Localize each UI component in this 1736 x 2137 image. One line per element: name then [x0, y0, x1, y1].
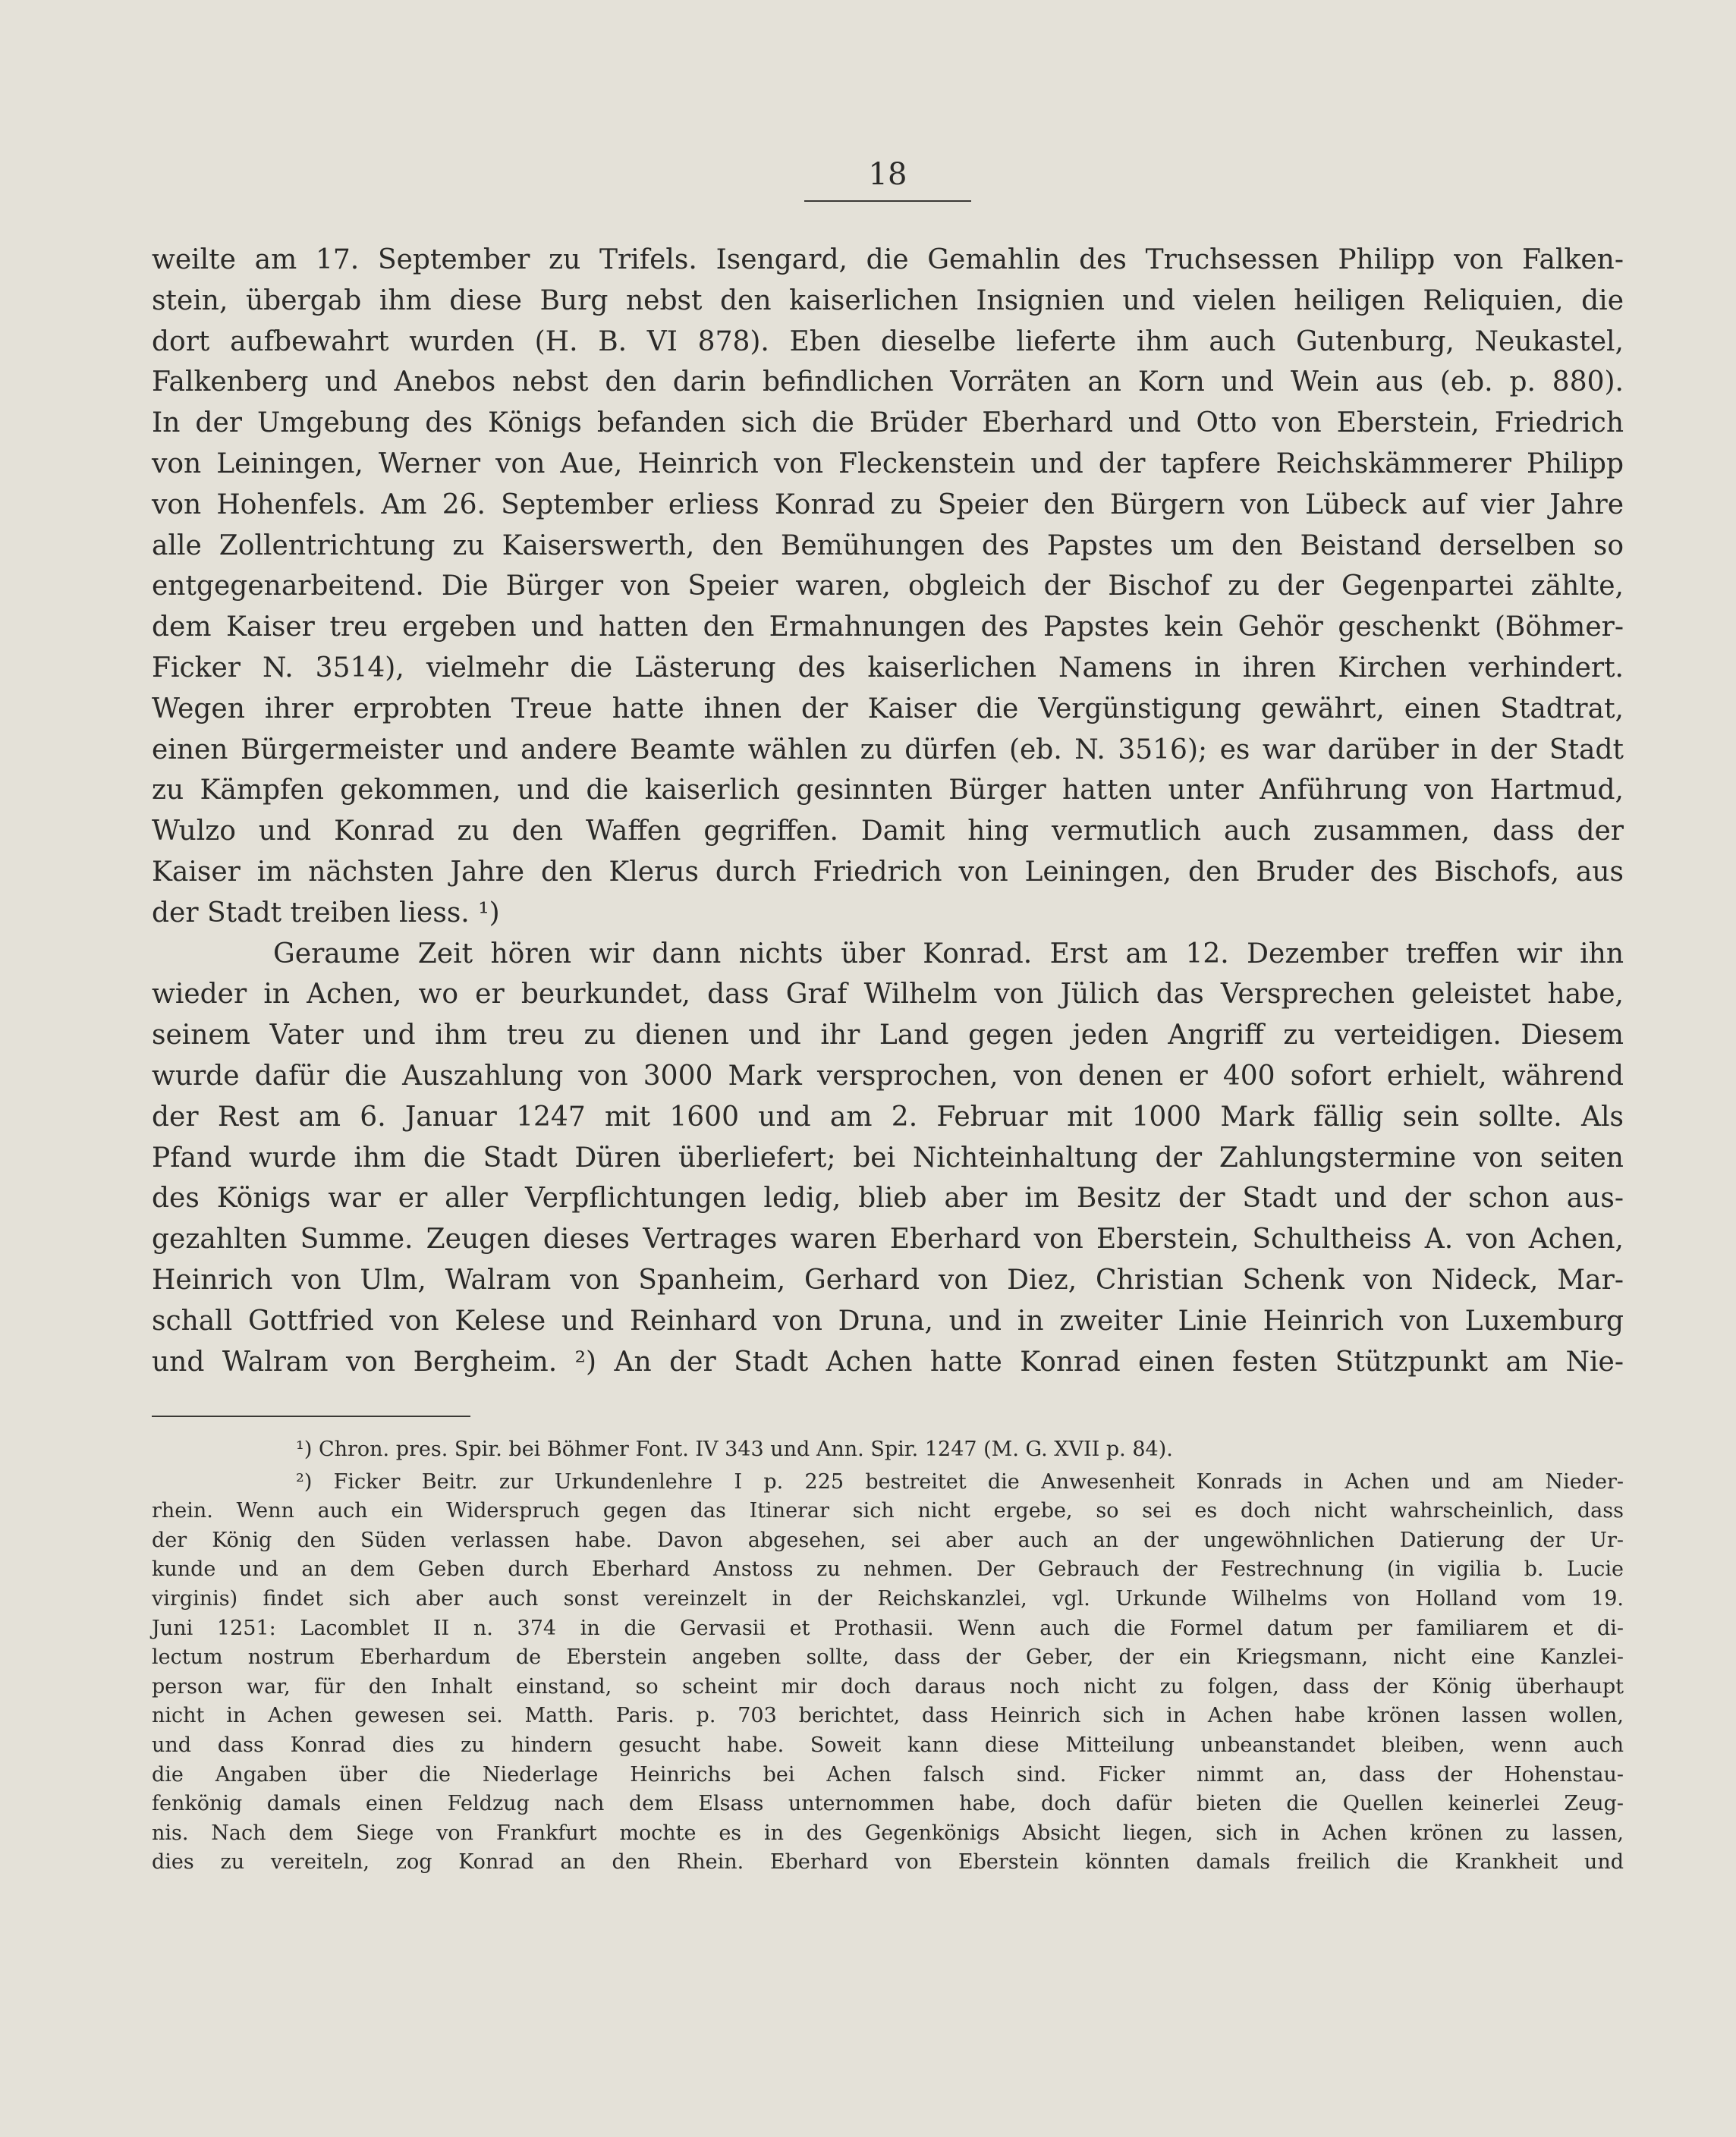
body-line: weilte am 17. September zu Trifels. Isengard, die Gemahlin des Truchsessen Philipp von Falken-	[152, 244, 1624, 275]
body-line: einen Bürgermeister und andere Beamte wählen zu dürfen (eb. N. 3516); es war darüber in der Stadt	[152, 734, 1624, 765]
page-number-rule	[804, 200, 971, 202]
footnote-line: nicht in Achen gewesen sei. Matth. Paris. p. 703 berichtet, dass Heinrich sich in Achen habe krönen lassen wollen,	[152, 1704, 1624, 1728]
body-line: dort aufbewahrt wurden (H. B. VI 878). Eben dieselbe lieferte ihm auch Gutenburg, Neukastel,	[152, 325, 1624, 357]
footnote-line: virginis) findet sich aber auch sonst vereinzelt in der Reichskanzlei, vgl. Urkunde Wilhelms von Holland vom 19.	[152, 1586, 1624, 1611]
body-text	[152, 240, 1624, 1382]
footnote-line: der König den Süden verlassen habe. Davon abgesehen, sei aber auch an der ungewöhnlichen Datierung der Ur-	[152, 1528, 1624, 1552]
body-line: zu Kämpfen gekommen, und die kaiserlich gesinnten Bürger hatten unter Anführung von Hartmud,	[152, 775, 1624, 806]
body-line: Wulzo und Konrad zu den Waffen gegriffen. Damit hing vermutlich auch zusammen, dass der	[152, 816, 1624, 847]
body-line: und Walram von Bergheim. ²) An der Stadt Achen hatte Konrad einen festen Stützpunkt am Nie-	[152, 1346, 1624, 1378]
footnote-line: die Angaben über die Niederlage Heinrichs bei Achen falsch sind. Ficker nimmt an, dass der Hohenstau-	[152, 1762, 1624, 1787]
body-line: der Stadt treiben liess. ¹)	[152, 897, 500, 929]
body-line: des Königs war er aller Verpflichtungen ledig, blieb aber im Besitz der Stadt und der schon aus-	[152, 1183, 1624, 1215]
footnote-1	[152, 1435, 1624, 1465]
footnotes	[152, 1435, 1624, 1881]
body-line: stein, übergab ihm diese Burg nebst den kaiserlichen Insignien und vielen heiligen Reliquien, die	[152, 284, 1624, 316]
footnote-2	[152, 1468, 1624, 1878]
body-line: Pfand wurde ihm die Stadt Düren überliefert; bei Nichteinhaltung der Zahlungstermine von seiten	[152, 1142, 1624, 1174]
body-line: Kaiser im nächsten Jahre den Klerus durch Friedrich von Leiningen, den Bruder des Bischofs, aus	[152, 856, 1624, 888]
body-line: dem Kaiser treu ergeben und hatten den Ermahnungen des Papstes kein Gehör geschenkt (Böhmer-	[152, 611, 1624, 643]
body-line: schall Gottfried von Kelese und Reinhard von Druna, und in zweiter Linie Heinrich von Luxemburg	[152, 1305, 1624, 1337]
body-line: alle Zollentrichtung zu Kaiserswerth, den Bemühungen des Papstes um den Beistand derselben so	[152, 530, 1624, 561]
footnote-line: und dass Konrad dies zu hindern gesucht habe. Soweit kann diese Mitteilung unbeanstandet bleiben, wenn auch	[152, 1733, 1624, 1757]
footnote-line: ¹) Chron. pres. Spir. bei Böhmer Font. IV 343 und Ann. Spir. 1247 (M. G. XVII p. 84).	[296, 1438, 1173, 1461]
footnote-line: person war, für den Inhalt einstand, so scheint mir doch daraus noch nicht zu folgen, dass der König überhaupt	[152, 1674, 1624, 1699]
body-line: In der Umgebung des Königs befanden sich die Brüder Eberhard und Otto von Eberstein, Friedrich	[152, 407, 1624, 439]
body-line: gezahlten Summe. Zeugen dieses Vertrages waren Eberhard von Eberstein, Schultheiss A. von Achen,	[152, 1224, 1624, 1255]
footnote-line: Juni 1251: Lacomblet II n. 374 in die Gervasii et Prothasii. Wenn auch die Formel datum per familiarem et di-	[152, 1616, 1624, 1640]
body-line: wieder in Achen, wo er beurkundet, dass Graf Wilhelm von Jülich das Versprechen geleistet habe,	[152, 979, 1624, 1010]
footnote-line: rhein. Wenn auch ein Widerspruch gegen das Itinerar sich nicht ergebe, so sei es doch nicht wahrscheinlich, dass	[152, 1499, 1624, 1523]
body-line: Wegen ihrer erprobten Treue hatte ihnen der Kaiser die Vergünstigung gewährt, einen Stadtrat,	[152, 693, 1624, 724]
body-line: entgegenarbeitend. Die Bürger von Speier waren, obgleich der Bischof zu der Gegenpartei zählte,	[152, 570, 1624, 602]
body-line: Ficker N. 3514), vielmehr die Lästerung des kaiserlichen Namens in ihren Kirchen verhindert.	[152, 652, 1624, 684]
footnote-line: fenkönig damals einen Feldzug nach dem Elsass unternommen habe, doch dafür bieten die Quellen keinerlei Zeug-	[152, 1792, 1624, 1816]
footnote-rule	[152, 1416, 470, 1417]
body-line: von Hohenfels. Am 26. September erliess Konrad zu Speier den Bürgern von Lübeck auf vier Jahre	[152, 489, 1624, 520]
body-line: Geraume Zeit hören wir dann nichts über Konrad. Erst am 12. Dezember treffen wir ihn	[273, 938, 1624, 970]
body-line: von Leiningen, Werner von Aue, Heinrich von Fleckenstein und der tapfere Reichskämmerer Philipp	[152, 448, 1624, 479]
page-number: 18	[868, 157, 907, 192]
footnote-line: dies zu vereiteln, zog Konrad an den Rhein. Eberhard von Eberstein könnten damals freilich die Krankheit und	[152, 1850, 1624, 1875]
footnote-line: nis. Nach dem Siege von Frankfurt mochte es in des Gegenkönigs Absicht liegen, sich in Achen krönen zu lassen,	[152, 1821, 1624, 1845]
footnote-line: lectum nostrum Eberhardum de Eberstein angeben sollte, dass der Geber, der ein Kriegsmann, nicht eine Kanzlei-	[152, 1645, 1624, 1670]
body-line: Heinrich von Ulm, Walram von Spanheim, Gerhard von Diez, Christian Schenk von Nideck, Mar-	[152, 1264, 1624, 1296]
footnote-line: ²) Ficker Beitr. zur Urkundenlehre I p. 225 bestreitet die Anwesenheit Konrads in Achen und am Nieder-	[296, 1469, 1624, 1494]
body-line: seinem Vater und ihm treu zu dienen und ihr Land gegen jeden Angriff zu verteidigen. Diesem	[152, 1020, 1624, 1051]
body-line: der Rest am 6. Januar 1247 mit 1600 und am 2. Februar mit 1000 Mark fällig sein sollte. Als	[152, 1101, 1624, 1133]
footnote-line: kunde und an dem Geben durch Eberhard Anstoss zu nehmen. Der Gebrauch der Festrechnung (in vigilia b. Lucie	[152, 1557, 1624, 1582]
body-line: wurde dafür die Auszahlung von 3000 Mark versprochen, von denen er 400 sofort erhielt, während	[152, 1060, 1624, 1092]
body-line: Falkenberg und Anebos nebst den darin befindlichen Vorräten an Korn und Wein aus (eb. p. 880).	[152, 366, 1624, 398]
